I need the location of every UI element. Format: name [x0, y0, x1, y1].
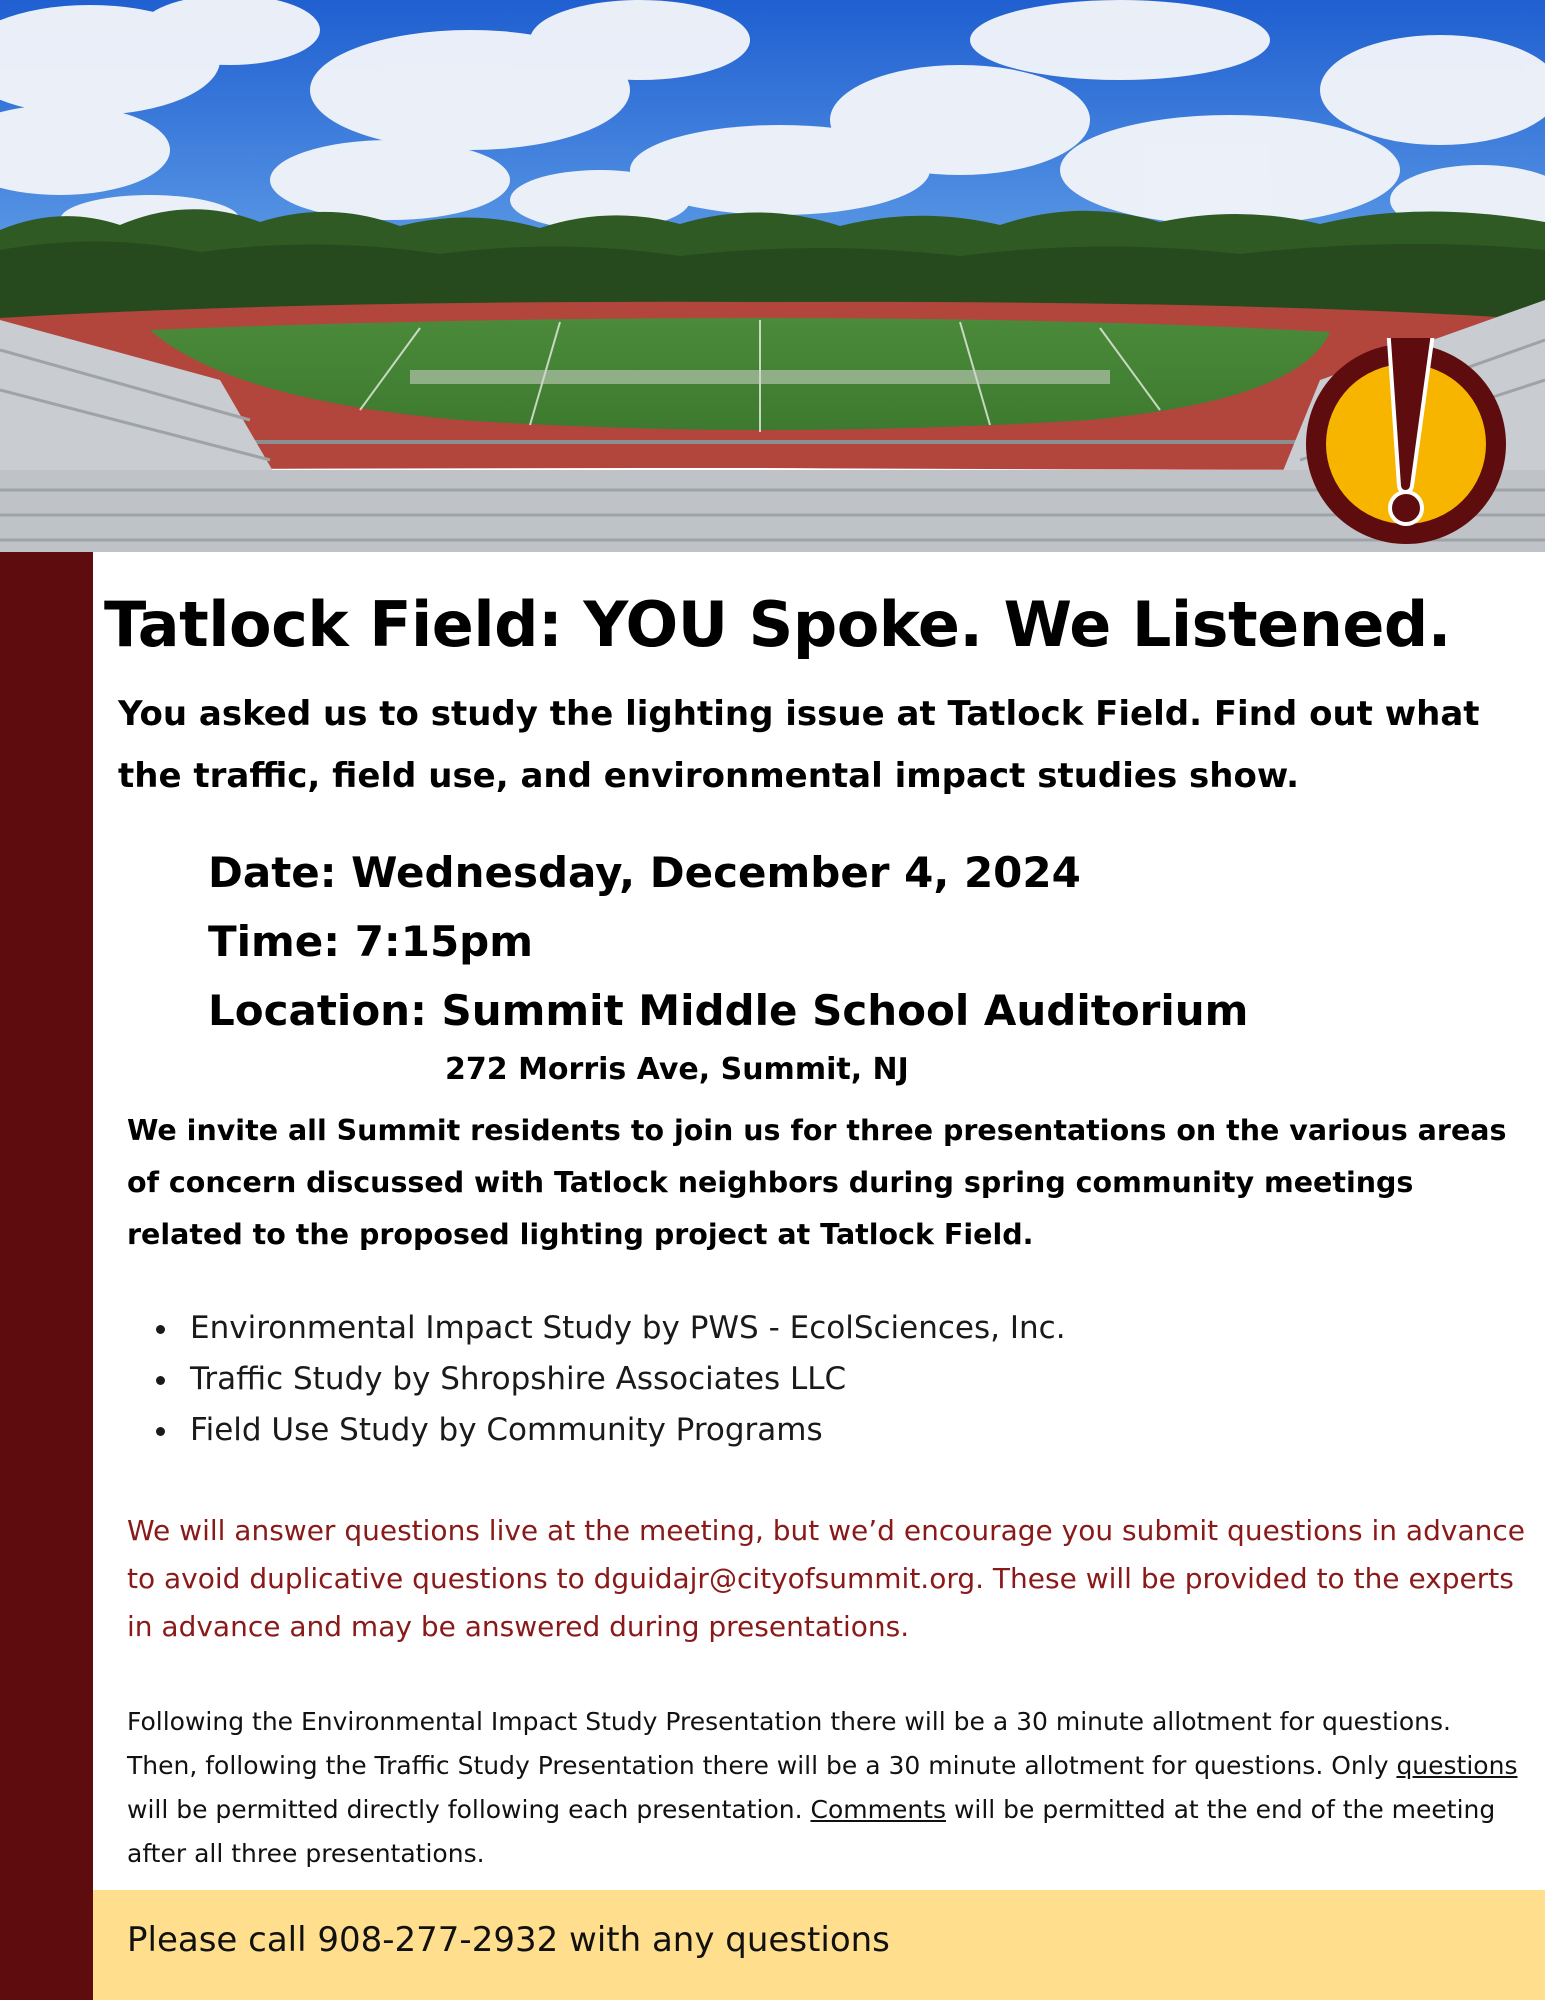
event-time: Time: 7:15pm	[208, 917, 534, 966]
event-date: Date: Wednesday, December 4, 2024	[208, 848, 1081, 897]
study-label: Field Use Study by Community Programs	[190, 1412, 823, 1448]
followup-part: will be permitted at the end of the meeting after all three presentations.	[127, 1795, 1496, 1868]
followup-text	[127, 1700, 1527, 1876]
followup-part: Following the Environmental Impact Study Presentation there will be a 30 minute allotment for questions. Then, following the Traffic Study Presentation there will be a 30 minute allotment for questions. Only	[127, 1707, 1451, 1780]
studies-list	[150, 1303, 1066, 1456]
study-label: Environmental Impact Study by PWS - EcolSciences, Inc.	[190, 1310, 1066, 1346]
bullet-icon	[156, 1427, 165, 1436]
event-location: Location: Summit Middle School Auditorium	[208, 986, 1249, 1035]
followup-part: will be permitted directly following each presentation.	[127, 1795, 811, 1824]
questions-note: We will answer questions live at the meeting, but we’d encourage you submit questions in advance to avoid duplicative questions to dguidajr@cityofsummit.org. These will be provided to the experts in advance and may be answered during presentations.	[127, 1514, 1525, 1643]
subtitle: You asked us to study the lighting issue at Tatlock Field. Find out what the traffic, field use, and environmental impact studies show.	[118, 694, 1480, 796]
questions-emphasis: questions	[1396, 1751, 1518, 1780]
invitation-text: We invite all Summit residents to join us for three presentations on the various areas of concern discussed with Tatlock neighbors during spring community meetings related to the proposed lighting project at Tatlock Field.	[127, 1114, 1507, 1251]
contact-phone-text: Please call 908-277-2932 with any questions	[127, 1920, 890, 1960]
event-details	[208, 838, 1248, 1045]
bullet-icon	[156, 1325, 165, 1334]
list-item	[150, 1354, 1066, 1405]
list-item	[150, 1303, 1066, 1354]
exclamation-icon	[1300, 338, 1512, 550]
side-accent-bar	[0, 552, 93, 2000]
event-address: 272 Morris Ave, Summit, NJ	[445, 1052, 909, 1087]
bullet-icon	[156, 1376, 165, 1385]
study-label: Traffic Study by Shropshire Associates LLC	[190, 1361, 847, 1397]
comments-emphasis: Comments	[810, 1795, 946, 1824]
page-title: Tatlock Field: YOU Spoke. We Listened.	[104, 588, 1451, 661]
footer-band	[93, 1890, 1545, 2000]
list-item	[150, 1405, 1066, 1456]
